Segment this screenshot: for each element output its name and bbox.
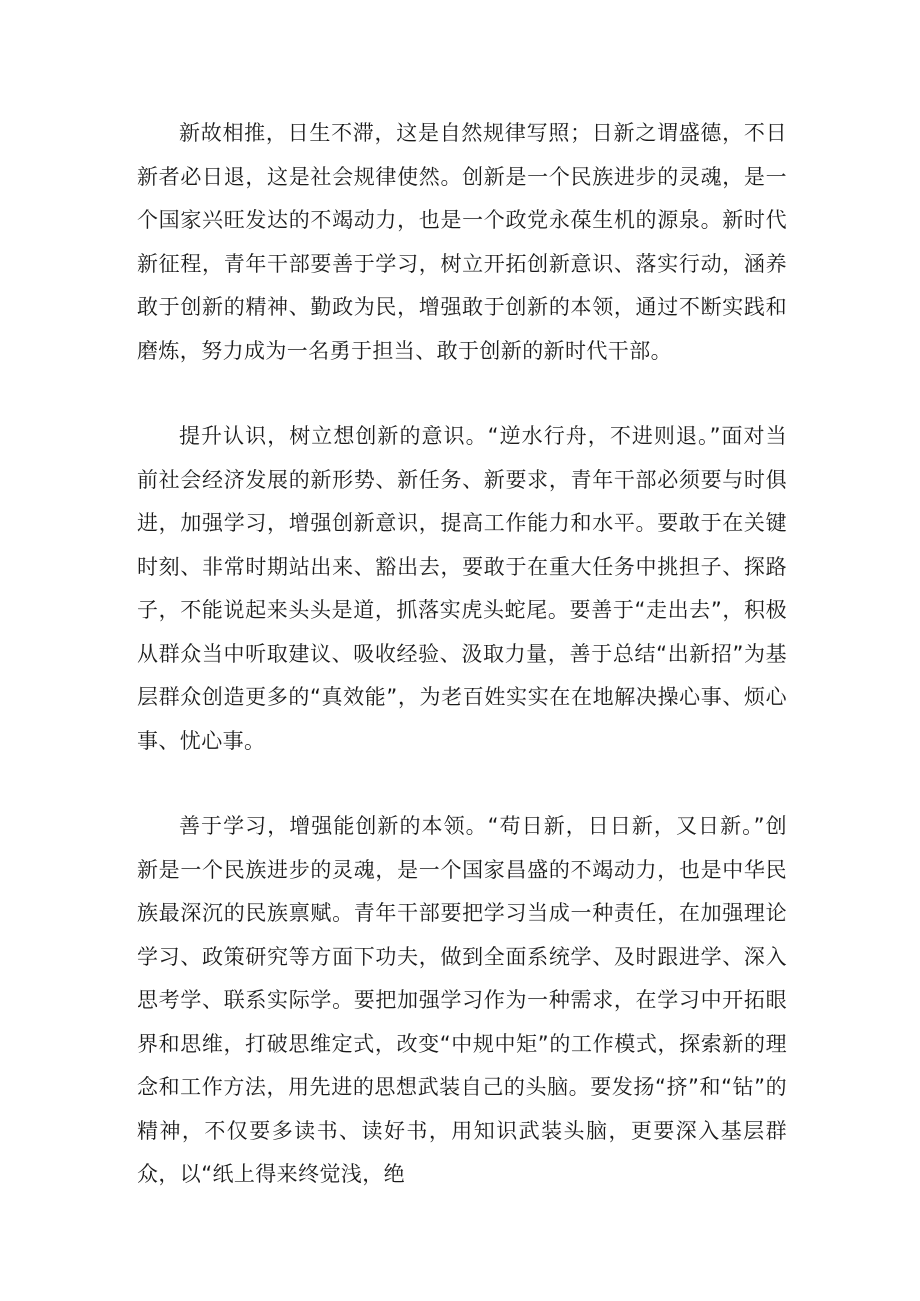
paragraph-learning: 善于学习，增强能创新的本领。“苟日新，日日新，又日新。”创新是一个民族进步的灵魂，是一个国家昌盛的不竭动力，也是中华民族最深沉的民族禀赋。青年干部要把学习当成一种责任，在加强理论学习、政策研究等方面下功夫，做到全面系统学、及时跟进学、深入思考学、联系实际学。要把加强学习作为一种需求，在学习中开拓眼界和思维，打破思维定式，改变“中规中矩”的工作模式，探索新的理念和工作方法，用先进的思想武装自己的头脑。要发扬“挤”和“钻”的精神，不仅要多读书、读好书，用知识武装头脑，更要深入基层群众，以“纸上得来终觉浅，绝	[137, 814, 787, 1186]
paragraph-intro: 新故相推，日生不滞，这是自然规律写照；日新之谓盛德，不日新者必日退，这是社会规律使然。创新是一个民族进步的灵魂，是一个国家兴旺发达的不竭动力，也是一个政党永葆生机的源泉。新时代新征程，青年干部要善于学习，树立开拓创新意识、落实行动，涵养敢于创新的精神、勤政为民，增强敢于创新的本领，通过不断实践和磨炼，努力成为一名勇于担当、敢于创新的新时代干部。	[137, 121, 787, 363]
paragraph-awareness: 提升认识，树立想创新的意识。“逆水行舟，不进则退。”面对当前社会经济发展的新形势、新任务、新要求，青年干部必须要与时俱进，加强学习，增强创新意识，提高工作能力和水平。要敢于在关键时刻、非常时期站出来、豁出去，要敢于在重大任务中挑担子、探路子，不能说起来头头是道，抓落实虎头蛇尾。要善于“走出去”，积极从群众当中听取建议、吸收经验、汲取力量，善于总结“出新招”为基层群众创造更多的“真效能”，为老百姓实实在在地解决操心事、烦心事、忧心事。	[137, 424, 787, 753]
document-body	[137, 112, 787, 1197]
